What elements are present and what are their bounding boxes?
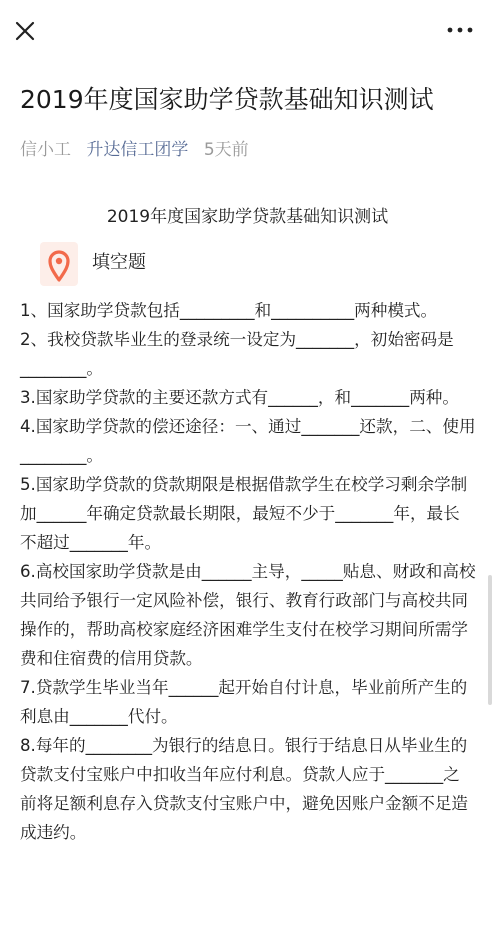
section-label: 填空题 <box>92 252 146 273</box>
content-heading: 2019年度国家助学贷款基础知识测试 <box>106 207 389 227</box>
question-list <box>20 296 476 847</box>
question-item: 4.国家助学贷款的偿还途径：一、通过_______还款，二、使用________。 <box>20 417 476 465</box>
author-name: 信小工 <box>20 140 71 160</box>
article-title: 2019年度国家助学贷款基础知识测试 <box>20 85 434 114</box>
account-link[interactable]: 升达信工团学 <box>86 140 189 160</box>
question-item: 6.高校国家助学贷款是由______主导，_____贴息、财政和高校共同给予银行一定风险补偿，银行、教育行政部门与高校共同操作的，帮助高校家庭经济困难学生支付在校学习期间所需学费和住宿费的信用贷款。 <box>20 562 476 668</box>
question-item: 5.国家助学贷款的贷款期限是根据借款学生在校学习剩余学制加______年确定贷款最长期限，最短不少于_______年，最长不超过_______年。 <box>20 475 468 552</box>
question-item: 2、我校贷款毕业生的登录统一设定为_______，初始密码是________。 <box>20 330 454 378</box>
article-meta <box>20 136 249 164</box>
question-item: 7.贷款学生毕业当年______起开始自付计息，毕业前所产生的利息由_______代付。 <box>20 678 468 726</box>
question-item: 1、国家助学贷款包括_________和__________两种模式。 <box>20 301 438 320</box>
top-bar <box>0 0 495 60</box>
location-pin-icon <box>40 242 78 286</box>
close-button[interactable] <box>10 14 40 44</box>
more-dots-icon <box>445 14 475 44</box>
question-item: 8.每年的________为银行的结息日。银行于结息日从毕业生的贷款支付宝账户中扣收当年应付利息。贷款人应于_______之前将足额利息存入贷款支付宝账户中，避免因账户金额不足造成违约。 <box>20 736 469 842</box>
scrollbar[interactable] <box>488 575 492 705</box>
publish-time: 5天前 <box>203 140 249 160</box>
more-button[interactable] <box>445 14 475 44</box>
question-item: 3.国家助学贷款的主要还款方式有______，和_______两种。 <box>20 388 459 407</box>
close-icon <box>10 14 40 44</box>
